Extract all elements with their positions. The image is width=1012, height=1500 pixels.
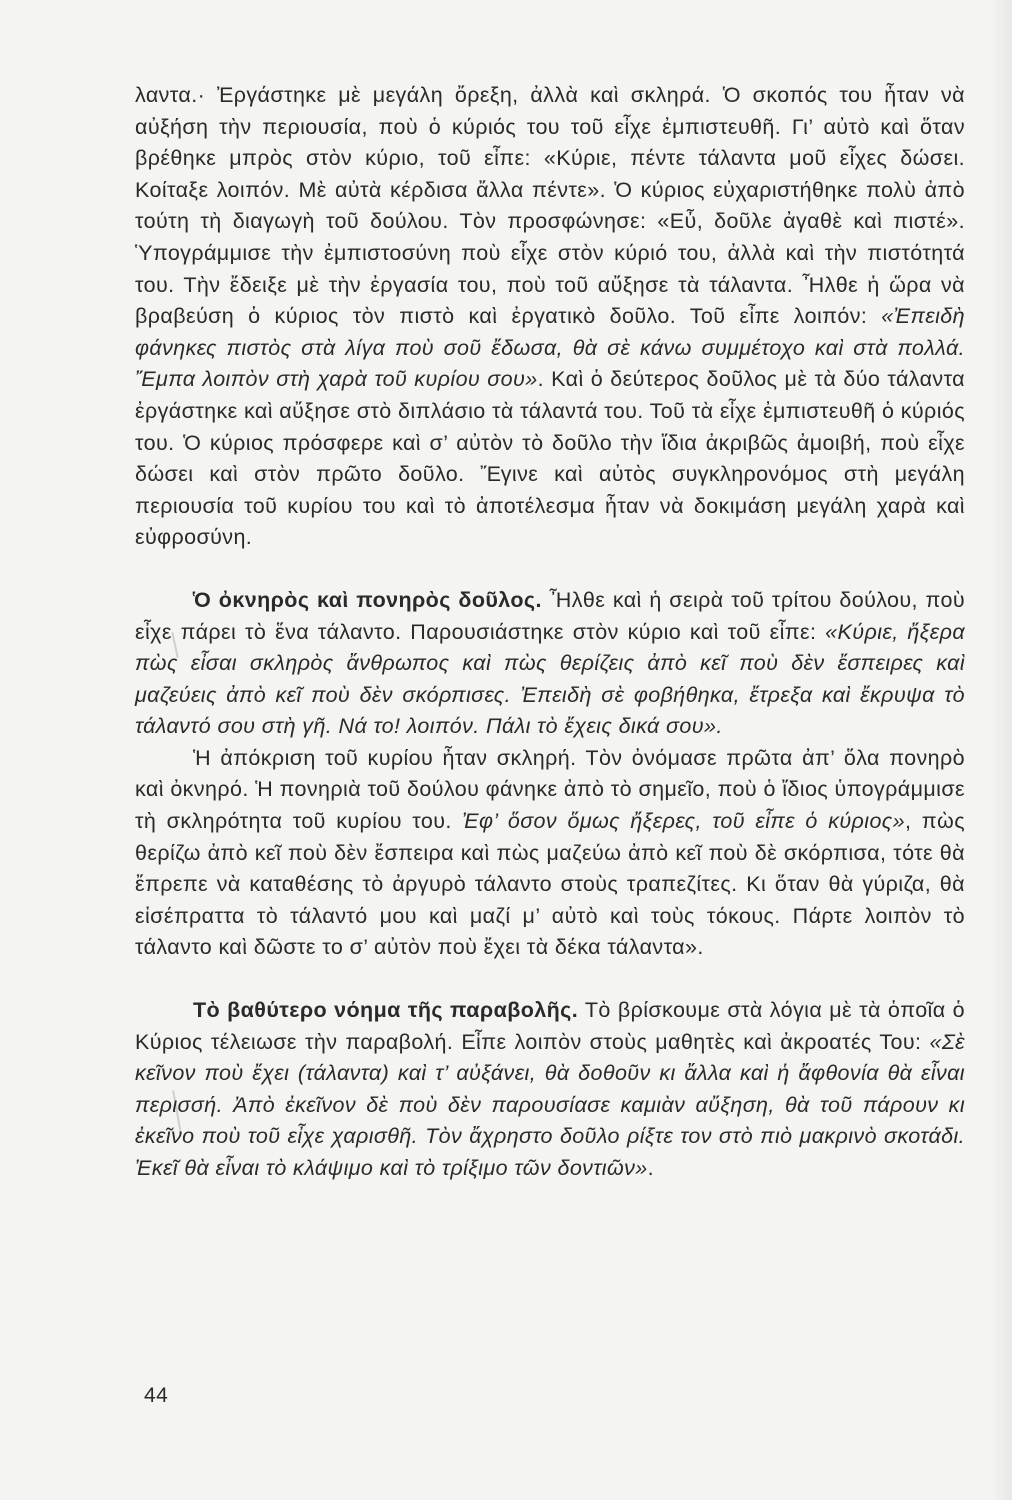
page-number: 44 bbox=[144, 1384, 169, 1407]
page-edge-shadow bbox=[990, 0, 1012, 1500]
section-heading: Τὸ βαθύτερο νόημα τῆς παραβολῆς. bbox=[193, 998, 579, 1023]
paragraph-text: . Καὶ ὁ δεύτερος δοῦλος μὲ τὰ δύο τάλαντα ἐργάστηκε καὶ αὔξησε στὸ διπλάσιο τὰ τάλαντά του. Τοῦ τὰ εἶχε ἐμπιστευθῆ ὁ κύριός του. Ὁ κύριος πρόσφερε καὶ σ’ αὐτὸν τὸ δοῦλο τὴν ἴδια ἀκριβῶς ἀμοιβή, ποὺ εἶχε δώσει καὶ στὸν πρῶτο δοῦλο. Ἔγινε καὶ αὐτὸς συγκληρονόμος στὴ μεγάλη περιουσία τοῦ κυρίου του καὶ τὸ ἀποτέλεσμα ἦταν νὰ δοκιμάση μεγάλη χαρὰ καὶ εὐφροσύνη. bbox=[135, 367, 965, 550]
paragraph-first-servants bbox=[135, 80, 965, 554]
italic-quote: Ἐφ’ ὅσον ὅμως ἤξερες, τοῦ εἶπε ὁ κύριος» bbox=[462, 809, 906, 834]
paragraph-text: Ἡ ἀπόκριση τοῦ κυρίου ἦταν σκληρή. Τὸν ὀνόμασε πρῶτα ἀπ’ ὅλα πονηρὸ καὶ ὀκνηρό. Ἡ πονηριὰ τοῦ δούλου φάνηκε ἀπὸ τὸ σημεῖο, ποὺ ὁ ἴδιος ὑπογράμμισε τὴ σκληρότητα τοῦ κυρίου του. bbox=[135, 745, 965, 834]
italic-quote: «Σὲ κεῖνον ποὺ ἔχει (τάλαντα) καὶ τ’ αὐξάνει, θὰ δοθοῦν κι ἄλλα καὶ ἡ ἄφθονία θὰ εἶναι περισσή. Ἀπὸ ἐκεῖνον δὲ ποὺ δὲν παρουσίασε καμιὰν αὔξηση, θὰ τοῦ πάρουν κι ἐκεῖνο ποὺ τοῦ εἶχε χαρισθῆ. Τὸν ἄχρηστο δοῦλο ρίξτε τον στὸ πιὸ μακρινὸ σκοτάδι. Ἐκεῖ θὰ εἶναι τὸ κλάψιμο καὶ τὸ τρίξιμο τῶν δοντιῶν» bbox=[135, 1029, 965, 1180]
italic-quote: «Κύριε, ἤξερα πὼς εἶσαι σκληρὸς ἄνθρωπος καὶ πὼς θερίζεις ἀπὸ κεῖ ποὺ δὲν ἔσπειρες καὶ μαζεύεις ἀπὸ κεῖ ποὺ δὲν σκόρπισες. Ἐπειδὴ σὲ φοβήθηκα, ἔτρεξα καὶ ἔκρυψα τὸ τάλαντό σου στὴ γῆ. Νά το! λοιπόν. Πάλι τὸ ἔχεις δικά σου». bbox=[135, 619, 965, 739]
paragraph-text: , πὼς θερίζω ἀπὸ κεῖ ποὺ δὲν ἔσπειρα καὶ πὼς μαζεύω ἀπὸ κεῖ ποὺ δὲ σκόρπισα, τότε θὰ ἔπρεπε νὰ καταθέσης τὸ ἀργυρὸ τάλαντο στοὺς τραπεζίτες. Κι ὅταν θὰ γύριζα, θὰ εἰσέπραττα τὸ τάλαντό μου καὶ μαζί μ’ αὐτὸ καὶ τοὺς τόκους. Πάρτε λοιπὸν τὸ τάλαντο καὶ δῶστε το σ’ αὐτὸν ποὺ ἔχει τὰ δέκα τάλαντα». bbox=[135, 809, 965, 960]
paragraph-text: λαντα.· Ἐργάστηκε μὲ μεγάλη ὄρεξη, ἀλλὰ καὶ σκληρά. Ὁ σκοπός του ἦταν νὰ αὐξήση τὴν περιουσία, ποὺ ὁ κύριός του τοῦ εἶχε ἐμπιστευθῆ. Γι’ αὐτὸ καὶ ὅταν βρέθηκε μπρὸς στὸν κύριο, τοῦ εἶπε: «Κύριε, πέντε τάλαντα μοῦ εἶχες δώσει. Κοίταξε λοιπόν. Μὲ αὐτὰ κέρδισα ἄλλα πέντε». Ὁ κύριος εὐχαριστήθηκε πολὺ ἀπὸ τούτη τὴ διαγωγὴ τοῦ δούλου. Τὸν προσφώνησε: «Εὖ, δοῦλε ἀγαθὲ καὶ πιστέ». Ὑπογράμμισε τὴν ἐμπιστοσύνη ποὺ εἶχε στὸν κύριό του, ἀλλὰ καὶ τὴν πιστότητά του. Τὴν ἔδειξε μὲ τὴν ἐργασία του, ποὺ τοῦ αὔξησε τὰ τάλαντα. Ἦλθε ἡ ὥρα νὰ βραβεύση ὁ κύριος τὸν πιστὸ καὶ ἐργατικὸ δοῦλο. Τοῦ εἶπε λοιπόν: bbox=[135, 83, 965, 329]
italic-quote: «Ἐπειδὴ φάνηκες πιστὸς στὰ λίγα ποὺ σοῦ ἔδωσα, θὰ σὲ κάνω συμμέτοχο καὶ στὰ πολλά. Ἔμπα λοιπὸν στὴ χαρὰ τοῦ κυρίου σου» bbox=[135, 304, 965, 392]
paragraph-text: Τὸ βρίσκουμε στὰ λόγια μὲ τὰ ὁποῖα ὁ Κύριος τέλειωσε τὴν παραβολή. Εἶπε λοιπὸν στοὺς μαθητὲς καὶ ἀκροατές Του: bbox=[135, 998, 965, 1054]
section-heading: Ὁ ὀκνηρὸς καὶ πονηρὸς δοῦλος. bbox=[193, 587, 542, 612]
page-body bbox=[135, 80, 965, 1185]
paragraph-text: Ἦλθε καὶ ἡ σειρὰ τοῦ τρίτου δούλου, ποὺ εἶχε πάρει τὸ ἕνα τάλαντο. Παρουσιάστηκε στὸν κύριο καὶ τοῦ εἶπε: bbox=[135, 587, 965, 644]
paragraph-master-reply bbox=[135, 743, 965, 964]
paragraph-deeper-meaning bbox=[135, 995, 965, 1185]
paragraph-lazy-servant bbox=[135, 585, 965, 743]
paragraph-text: . bbox=[647, 1156, 654, 1180]
